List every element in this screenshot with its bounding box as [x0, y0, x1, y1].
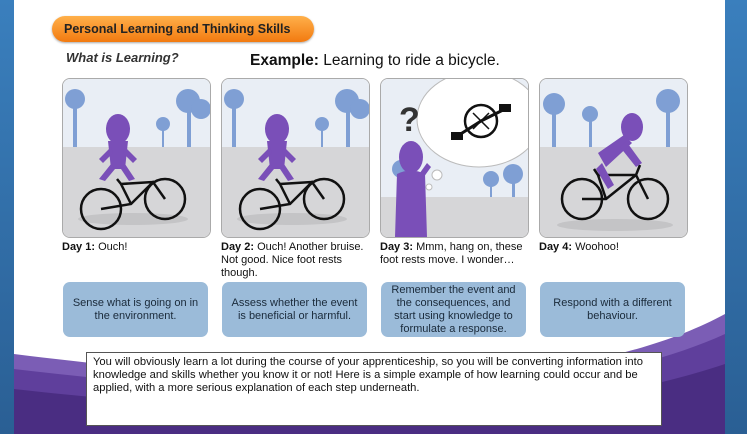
- fallen-rider-illustration: [222, 79, 369, 237]
- day-label: Day 4:: [539, 241, 573, 253]
- step-box-3: Remember the event and the consequences, and start using knowledge to formulate a response.: [381, 282, 526, 337]
- caption-text: Mmm, hang on, these foot rests move. I wonder…: [380, 241, 523, 266]
- comic-panel-day-1: [62, 78, 211, 238]
- thinking-rider-illustration: [381, 79, 528, 237]
- caption-day-4: [539, 241, 691, 254]
- caption-text: Woohoo!: [575, 241, 619, 253]
- page-subtitle: What is Learning?: [66, 50, 179, 65]
- frame-left: [0, 0, 14, 434]
- comic-panel-day-4: [539, 78, 688, 238]
- day-label: Day 1:: [62, 241, 96, 253]
- caption-day-2: [221, 241, 373, 280]
- comic-panel-day-2: [221, 78, 370, 238]
- step-box-4: Respond with a different behaviour.: [540, 282, 685, 337]
- day-label: Day 3:: [380, 241, 414, 253]
- comic-panel-day-3: [380, 78, 529, 238]
- step-box-2: Assess whether the event is beneficial or harmful.: [222, 282, 367, 337]
- example-heading: [250, 52, 500, 70]
- caption-text: Ouch!: [98, 241, 128, 253]
- caption-day-1: [62, 241, 214, 254]
- intro-note-box: You will obviously learn a lot during the course of your apprenticeship, so you will be converting information into knowledge and skills whether you know it or not! Here is a simple example of how learning could occur and be applied, with a more serious explanation of each step underneath.: [86, 352, 662, 426]
- example-text: Learning to ride a bicycle.: [323, 52, 500, 69]
- slide: [14, 0, 725, 434]
- section-title-pill: Personal Learning and Thinking Skills: [52, 16, 314, 42]
- caption-day-3: [380, 241, 532, 267]
- step-box-1: Sense what is going on in the environment.: [63, 282, 208, 337]
- example-label: Example:: [250, 52, 319, 69]
- svg-text:?: ?: [399, 101, 420, 139]
- fallen-rider-illustration: [63, 79, 210, 237]
- riding-rider-illustration: [540, 79, 687, 237]
- day-label: Day 2:: [221, 241, 255, 253]
- caption-text: Ouch! Another bruise. Not good. Nice foot rests though.: [221, 241, 364, 279]
- frame-right: [725, 0, 747, 434]
